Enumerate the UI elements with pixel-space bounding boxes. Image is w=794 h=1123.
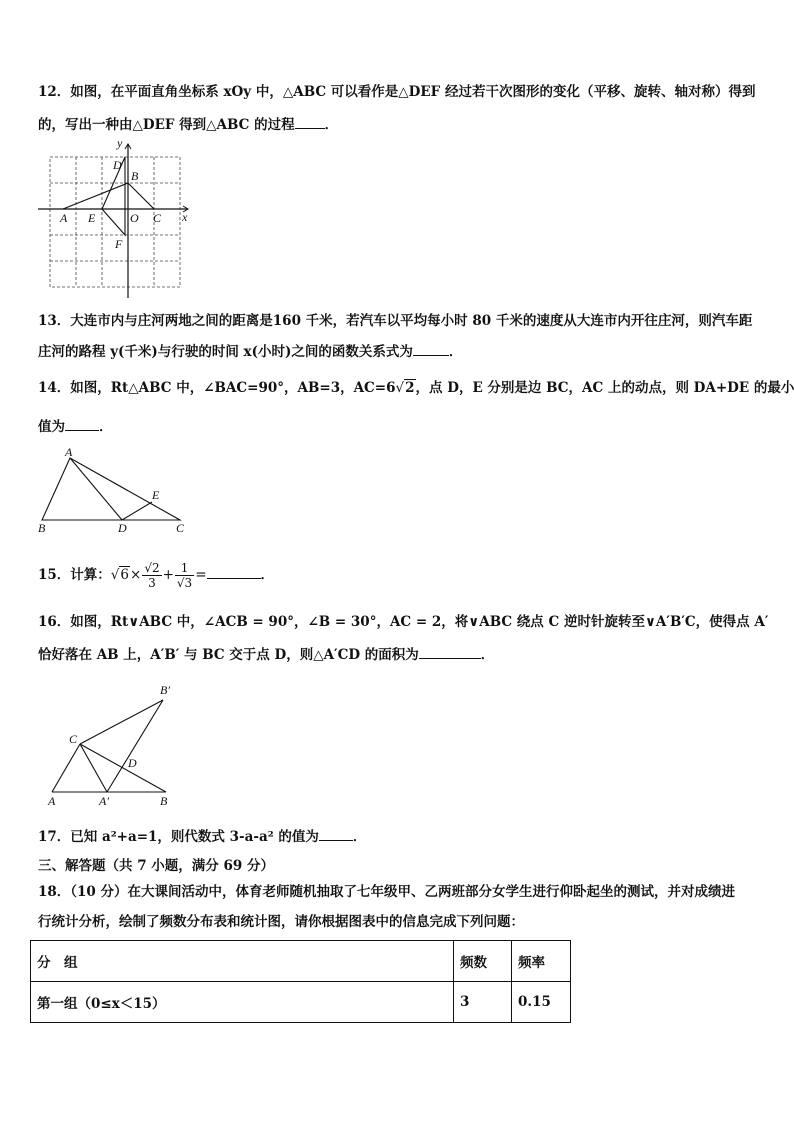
table-header-rate: 频率 [512, 941, 571, 982]
q12-label-F: F [115, 237, 123, 251]
q12-text-line1: 12．如图，在平面直角坐标系 xOy 中，△ABC 可以看作是△DEF 经过若干次图形的变化（平移、旋转、轴对称）得到 [38, 84, 756, 100]
q16-label-Aprime: A′ [99, 794, 109, 808]
q13-answer-blank [413, 341, 449, 356]
q15-sqrt6: 6 [120, 567, 129, 583]
q12-coordinate-figure [36, 136, 196, 300]
q12-answer-blank [295, 114, 325, 129]
q17-text-line [38, 826, 366, 847]
q13-line2-text: 庄河的路程 y(千米)与行驶的时间 x(小时)之间的函数关系式为 [38, 344, 413, 360]
q15-frac2-numerator: 1 [175, 561, 194, 576]
q13-period: ． [448, 344, 463, 360]
q14-text-line1: 14．如图，Rt△ABC 中，∠BAC=90°，AB=3，AC=6√2，点 D，E 分别是边 BC，AC 上的动点，则 DA+DE 的最小 [38, 380, 794, 396]
table-cell-rate: 0.15 [512, 982, 571, 1023]
q16-text-line2 [38, 644, 494, 665]
q14-label-D: D [118, 521, 127, 535]
q15-period: ． [260, 567, 274, 583]
q14-text-line2 [38, 416, 113, 437]
q16-answer-blank [419, 644, 481, 659]
q14-label-B: B [38, 521, 46, 535]
q14-sqrt-value: 2 [405, 380, 415, 396]
table-cell-group: 第一组（0≤x＜15） [31, 982, 454, 1023]
table-header-group: 分 组 [31, 941, 454, 982]
q14-line1-b: ，点 D，E 分别是边 BC，AC 上的动点，则 DA+DE 的最小 [415, 380, 794, 396]
q16-label-B: B [160, 794, 168, 808]
q14-label-E: E [152, 488, 160, 502]
q14-period: ． [99, 419, 113, 435]
q14-triangle-figure [34, 446, 194, 536]
q18-text-line2: 行统计分析，绘制了频数分布表和统计图，请你根据图表中的信息完成下列问题： [38, 914, 524, 930]
q16-label-C: C [69, 732, 78, 746]
q15-prefix: 15．计算： [38, 567, 111, 583]
table-header-row [31, 941, 571, 982]
q12-label-C: C [153, 211, 162, 225]
q14-label-A: A [65, 445, 73, 459]
q12-label-A: A [60, 211, 68, 225]
q12-label-y: y [117, 136, 123, 150]
q12-text-line2 [38, 114, 338, 135]
q16-line2-text: 恰好落在 AB 上，A′B′ 与 BC 交于点 D，则△A′CD 的面积为 [38, 647, 419, 663]
q17-text: 17．已知 a²+a=1，则代数式 3-a-a² 的值为 [38, 829, 319, 845]
q17-period: ． [352, 829, 367, 845]
section-heading: 三、解答题（共 7 小题，满分 69 分） [38, 858, 274, 874]
q14-line1-a: 14．如图，Rt△ABC 中，∠BAC=90°，AB=3，AC=6 [38, 380, 396, 396]
q15-fraction-1 [142, 561, 161, 590]
q15-fraction-2 [175, 561, 194, 590]
q13-text-line1: 13．大连市内与庄河两地之间的距离是160 千米，若汽车以平均每小时 80 千米的速度从大连市内开往庄河，则汽车距 [38, 313, 753, 329]
q15-times: × [130, 567, 142, 583]
q16-label-Bprime: B′ [160, 683, 170, 697]
q12-label-x: x [182, 210, 188, 224]
q15-answer-blank [207, 564, 261, 579]
table-cell-frequency: 3 [454, 982, 512, 1023]
q18-text-line1: 18．（10 分）在大课间活动中，体育老师随机抽取了七年级甲、乙两班部分女学生进行仰卧起坐的测试，并对成绩进 [38, 884, 736, 900]
q12-label-E: E [88, 211, 96, 225]
q12-label-D: D [113, 158, 122, 172]
q16-label-D: D [128, 756, 137, 770]
q12-label-B: B [131, 169, 139, 183]
q15-frac1-numerator: √2 [144, 561, 160, 575]
q12-line2-text: 的，写出一种由△DEF 得到△ABC 的过程 [38, 117, 295, 133]
q16-text-line1: 16．如图，Rt∨ABC 中，∠ACB = 90°，∠B = 30°，AC = 2，将∨ABC 绕点 C 逆时针旋转至∨A′B′C，使得点 A′ [38, 614, 769, 630]
q15-frac1-denominator: 3 [148, 576, 156, 590]
q12-label-O: O [130, 211, 139, 225]
q17-answer-blank [319, 826, 353, 841]
q14-line2-text: 值为 [38, 419, 65, 435]
q16-rotation-figure [40, 680, 200, 810]
q13-text-line2 [38, 341, 462, 362]
q15-equals: = [195, 567, 207, 583]
q15-text-line: 15．计算：√6× $\frac{√2}{3}$ + $\frac{1}{√3}$ = ． [38, 561, 274, 590]
q16-period: ． [480, 647, 495, 663]
q15-plus: + [162, 567, 174, 583]
q12-period: ． [324, 117, 339, 133]
table-row [31, 982, 571, 1023]
q16-label-A: A [48, 794, 56, 808]
q14-answer-blank [65, 416, 99, 431]
table-header-frequency: 频数 [454, 941, 512, 982]
frequency-table [30, 940, 571, 1023]
q15-frac2-denominator: √3 [176, 576, 193, 590]
q14-label-C: C [176, 521, 185, 535]
